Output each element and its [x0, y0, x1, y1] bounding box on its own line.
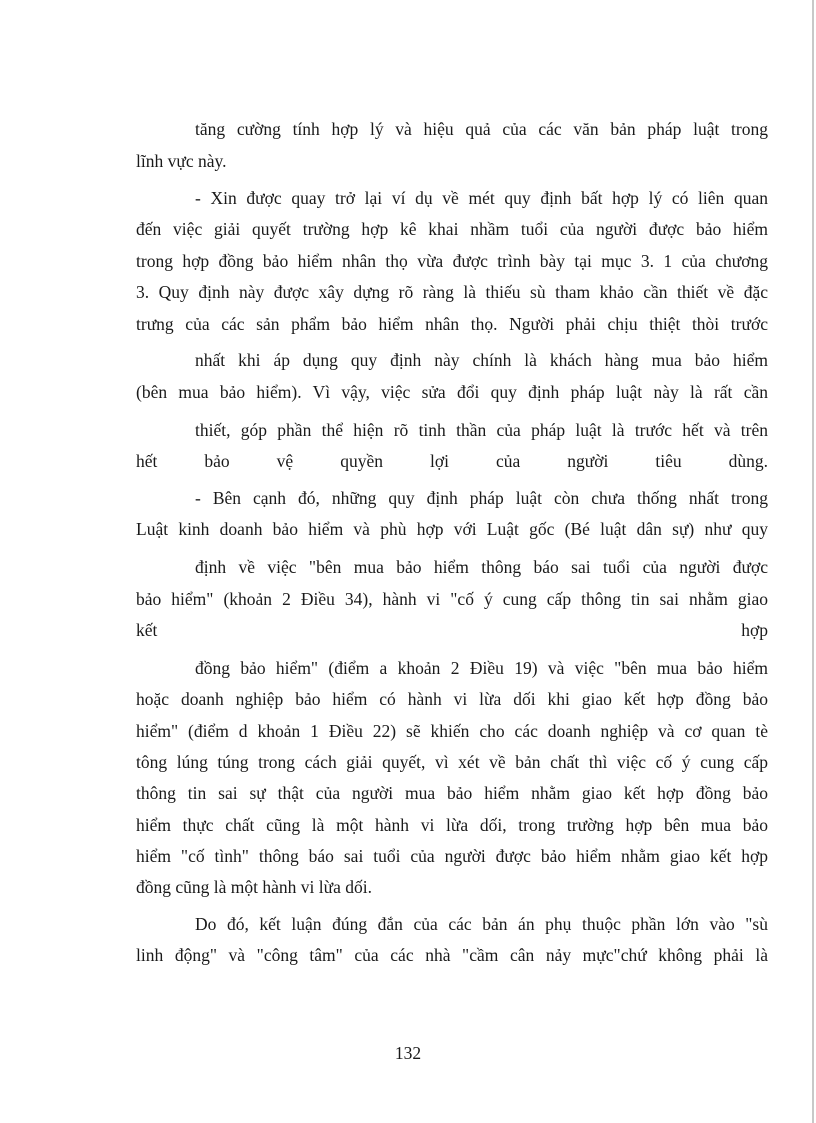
page-edge-shadow [812, 0, 814, 1123]
text-line: hiểm "cố tình" thông báo sai tuổi của người được bảo hiểm nhằm giao kết hợp [136, 846, 768, 866]
text-line: hiểm thực chất cũng là một hành vi lừa dối, trong trường hợp bên mua bảo [136, 815, 768, 835]
text-line: thiết, góp phần thể hiện rõ tinh thần của pháp luật là trước hết và trên [195, 420, 768, 440]
text-line: đến việc giải quyết trường hợp kê khai nhầm tuổi của người được bảo hiểm [136, 219, 768, 239]
text-line: đồng bảo hiểm" (điểm a khoản 2 Điều 19) và việc "bên mua bảo hiểm [195, 658, 768, 678]
text-line: đồng cũng là một hành vi lừa dối. [136, 877, 372, 897]
text-line: bảo hiểm" (khoản 2 Điều 34), hành vi "cố ý cung cấp thông tin sai nhằm giao [136, 589, 768, 609]
text-line: Luật kinh doanh bảo hiểm và phù hợp với Luật gốc (Bé luật dân sự) như quy [136, 519, 768, 539]
text-line: trong hợp đồng bảo hiểm nhân thọ vừa được trình bày tại mục 3. 1 của chương [136, 251, 768, 271]
text-line: hiểm" (điểm d khoản 1 Điều 22) sẽ khiến cho các doanh nghiệp và cơ quan tè [136, 721, 768, 741]
text-line: Do đó, kết luận đúng đắn của các bản án phụ thuộc phần lớn vào "sù [195, 914, 768, 934]
text-line: định về việc "bên mua bảo hiểm thông báo sai tuổi của người được [195, 557, 768, 577]
text-line: tăng cường tính hợp lý và hiệu quả của các văn bản pháp luật trong [195, 119, 768, 139]
text-line: linh động" và "công tâm" của các nhà "cầm cân nảy mực"chứ không phải là [136, 945, 768, 965]
text-line: hoặc doanh nghiệp bảo hiểm có hành vi lừa dối khi giao kết hợp đồng bảo [136, 689, 768, 709]
text-line: lĩnh vực này. [136, 151, 227, 171]
text-line: nhất khi áp dụng quy định này chính là khách hàng mua bảo hiểm [195, 350, 768, 370]
text-line: tông lúng túng trong cách giải quyết, vì xét về bản chất thì việc cố ý cung cấp [136, 752, 768, 772]
text-line: hết bảo vệ quyền lợi của người tiêu dùng. [136, 451, 768, 471]
text-line: 3. Quy định này được xây dựng rõ ràng là thiếu sù tham khảo cần thiết về đặc [136, 282, 768, 302]
text-line: kết hợp [136, 620, 768, 640]
text-line: (bên mua bảo hiểm). Vì vậy, việc sửa đổi quy định pháp luật này là rất cần [136, 382, 768, 402]
text-line: - Xin được quay trở lại ví dụ về mét quy định bất hợp lý có liên quan [195, 188, 768, 208]
text-line: thông tin sai sự thật của người mua bảo hiểm nhằm giao kết hợp đồng bảo [136, 783, 768, 803]
text-line: - Bên cạnh đó, những quy định pháp luật còn chưa thống nhất trong [195, 488, 768, 508]
text-line: trưng của các sản phẩm bảo hiểm nhân thọ. Người phải chịu thiệt thòi trước [136, 314, 768, 334]
page-number: 132 [394, 1043, 422, 1063]
